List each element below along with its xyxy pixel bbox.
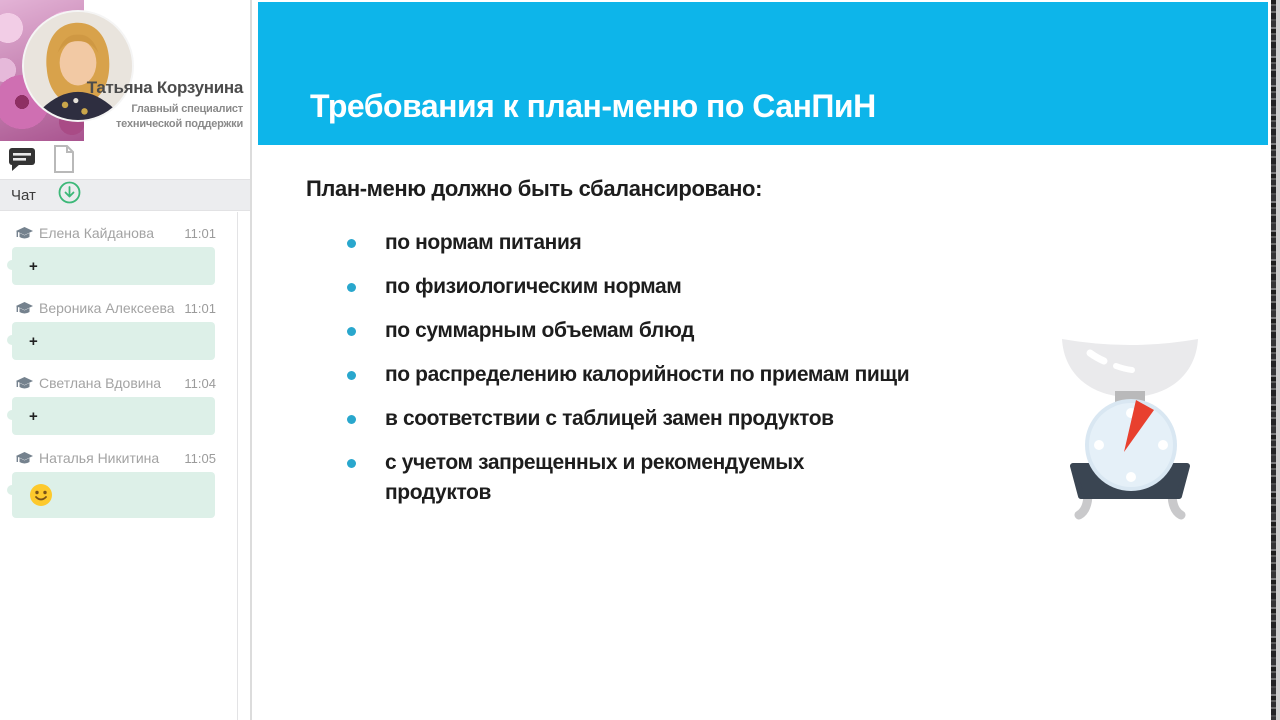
slide-bullet-list [306,228,1086,508]
slide-title: Требования к план-меню по СанПиН [310,88,876,124]
message-text: + [29,407,38,425]
message-text: + [29,257,38,275]
smiling-face-emoji-icon [29,483,53,507]
presenter-role-line1: Главный специалист [131,103,243,115]
message-bubble [12,397,215,435]
chat-title: Чат [11,186,36,204]
chat-message [0,374,226,435]
right-edge-artifact-strip [1271,0,1280,720]
slide-title-banner [258,2,1268,145]
chat-header-bar [0,179,250,211]
presenter-info [87,78,243,132]
presenter-role-line2: технической поддержки [116,118,243,130]
sidebar-panel [0,0,252,720]
bullet-item: по физиологическим нормам [306,272,1086,302]
message-time: 11:04 [184,375,216,391]
message-time: 11:05 [184,450,216,466]
message-bubble [12,322,215,360]
bullet-item: по распределению калорийности по приемам пищи [306,360,1086,390]
chat-message [0,449,226,518]
message-author: Вероника Алексеева [39,300,175,316]
message-author: Наталья Никитина [39,450,160,466]
presenter-role [87,102,243,132]
message-bubble [12,472,215,518]
message-bubble [12,247,215,285]
bullet-item: с учетом запрещенных и рекомендуемых продуктов [306,448,806,508]
graduation-cap-icon [16,452,33,465]
bullet-item: по суммарным объемам блюд [306,316,1086,346]
scroll-to-bottom-button[interactable] [58,181,81,209]
chat-scrollbar-track[interactable] [237,212,238,720]
presenter-profile [0,0,250,143]
message-time: 11:01 [184,300,216,316]
kitchen-scale-illustration [1060,335,1200,526]
chat-message [0,299,226,360]
graduation-cap-icon [16,227,33,240]
message-author: Светлана Вдовина [39,375,162,391]
presenter-name: Татьяна Корзунина [86,78,243,97]
slide-heading: План-меню должно быть сбалансировано: [306,176,763,201]
chat-tab-icon[interactable] [8,146,36,177]
message-text: + [29,332,38,350]
sidebar-toolbar [0,143,250,179]
message-time: 11:01 [184,225,216,241]
message-author: Елена Кайданова [39,225,155,241]
graduation-cap-icon [16,302,33,315]
chat-message-list [0,224,226,532]
presentation-area [252,0,1271,720]
bullet-item: по нормам питания [306,228,1086,258]
chat-message [0,224,226,285]
bullet-item: в соответствии с таблицей замен продуктов [306,404,1086,434]
documents-tab-icon[interactable] [52,145,76,178]
graduation-cap-icon [16,377,33,390]
slide-content [306,176,1086,522]
